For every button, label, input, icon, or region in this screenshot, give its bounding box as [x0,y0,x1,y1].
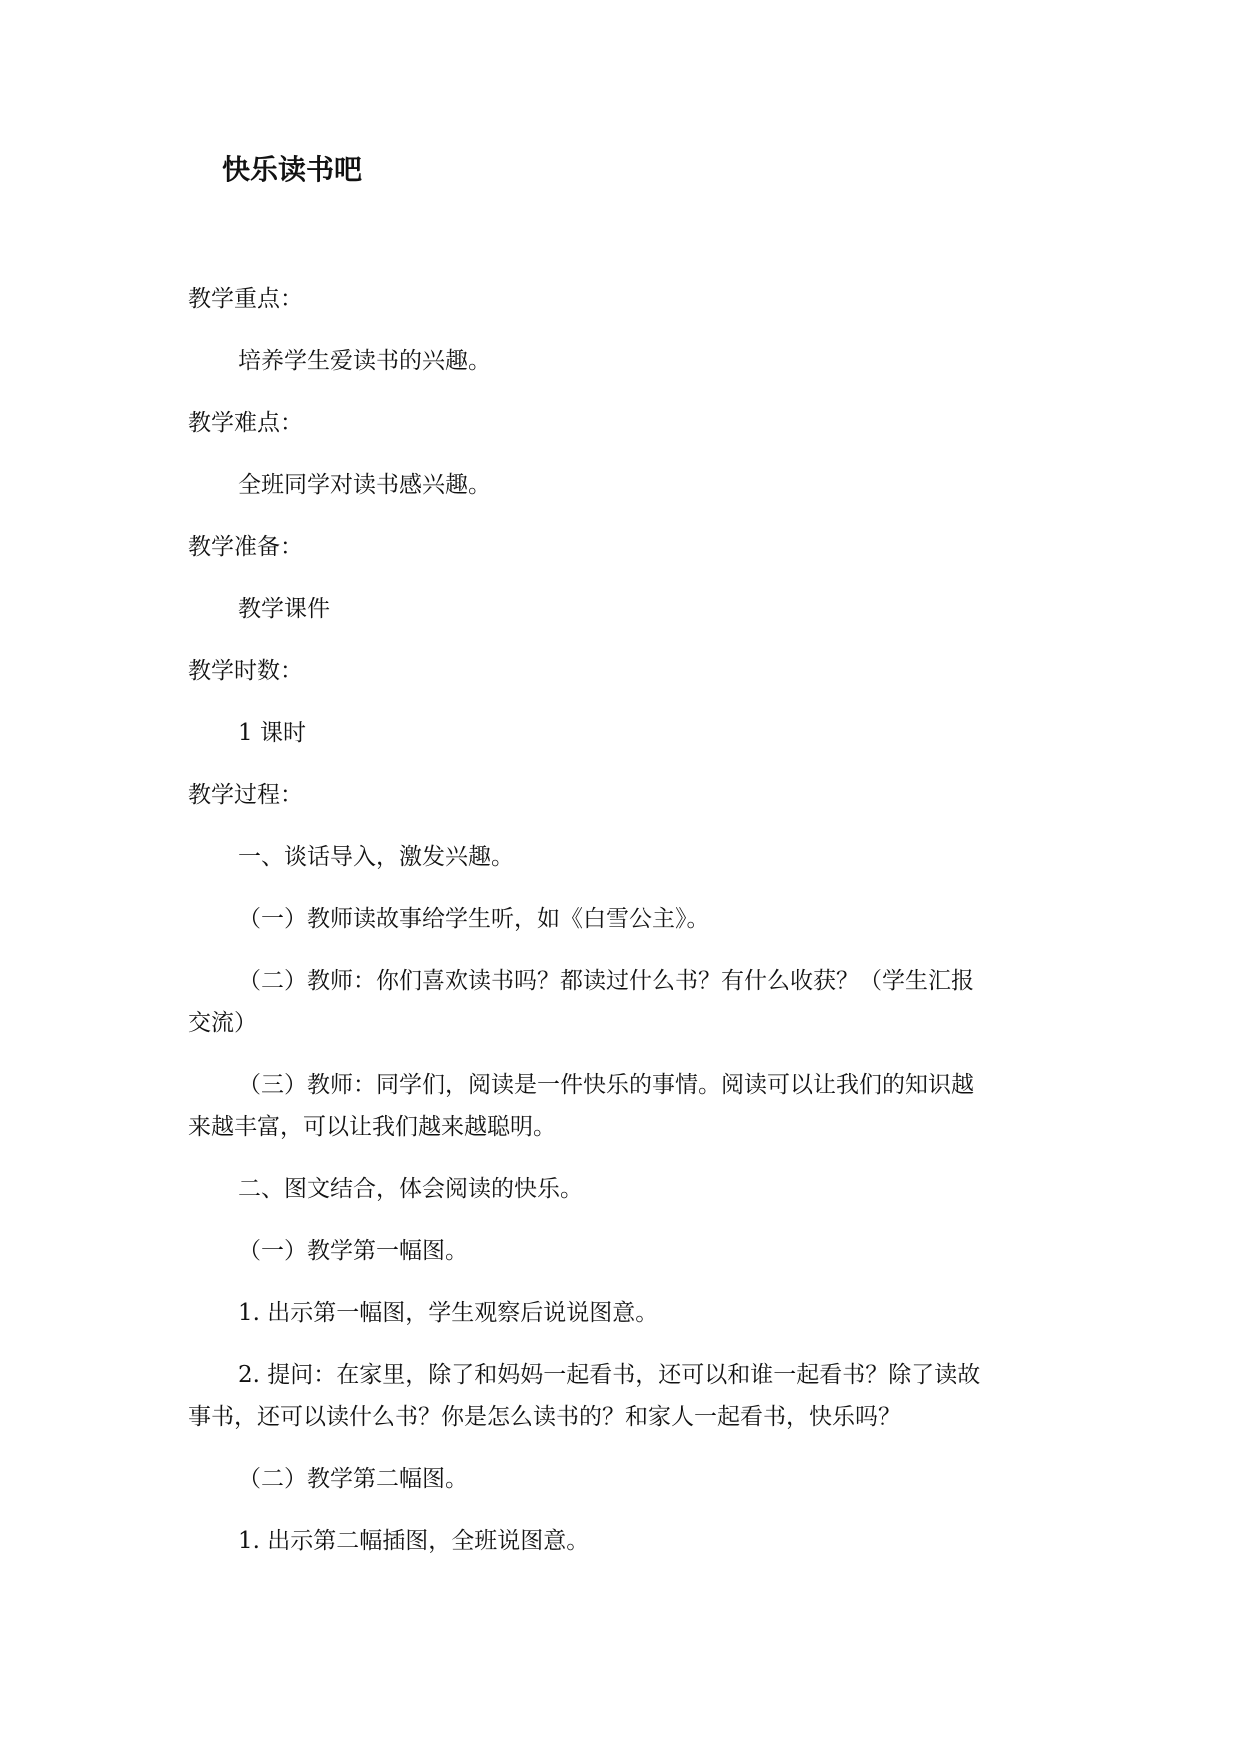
part2-sub1-step2-line1 [238,1354,980,1396]
step-text: 提问：在家里，除了和妈妈一起看书，还可以和谁一起看书？除了读故 [267,1362,981,1388]
part1-item3-line1: （三）教师：同学们，阅读是一件快乐的事情。阅读可以让我们的知识越 [238,1072,974,1098]
document-title: 快乐读书吧 [222,153,363,186]
hours-unit: 课时 [259,720,306,746]
part1-heading: 一、谈话导入，激发兴趣。 [238,844,514,870]
step-number: 1. [238,1300,260,1326]
step-text: 出示第二幅插图，全班说图意。 [267,1528,590,1554]
part2-sub2: （二）教学第二幅图。 [238,1466,468,1492]
part2-sub1: （一）教学第一幅图。 [238,1238,468,1264]
difficulty-text: 全班同学对读书感兴趣。 [238,472,491,498]
part1-item1: （一）教师读故事给学生听，如《白雪公主》。 [238,906,710,932]
step-number: 2. [238,1362,260,1388]
part1-item2-line1: （二）教师：你们喜欢读书吗？都读过什么书？有什么收获？（学生汇报 [238,968,974,994]
difficulty-label: 教学难点： [188,410,303,436]
hours-number: 1 [238,720,253,746]
preparation-label: 教学准备： [188,534,303,560]
part1-item3-line2: 来越丰富，可以让我们越来越聪明。 [188,1114,556,1140]
process-label: 教学过程： [188,782,303,808]
hours-label: 教学时数： [188,658,303,684]
part2-sub2-step1 [238,1520,589,1562]
part2-sub1-step2-line2: 事书，还可以读什么书？你是怎么读书的？和家人一起看书，快乐吗？ [188,1404,901,1430]
step-number: 1. [238,1528,260,1554]
part2-heading: 二、图文结合，体会阅读的快乐。 [238,1176,583,1202]
part2-sub1-step1 [238,1292,658,1334]
key-point-label: 教学重点： [188,286,303,312]
preparation-text: 教学课件 [238,596,330,622]
part1-item2-line2: 交流） [188,1010,257,1036]
hours-text [238,712,306,754]
key-point-text: 培养学生爱读书的兴趣。 [238,348,491,374]
step-text: 出示第一幅图，学生观察后说说图意。 [267,1300,659,1326]
